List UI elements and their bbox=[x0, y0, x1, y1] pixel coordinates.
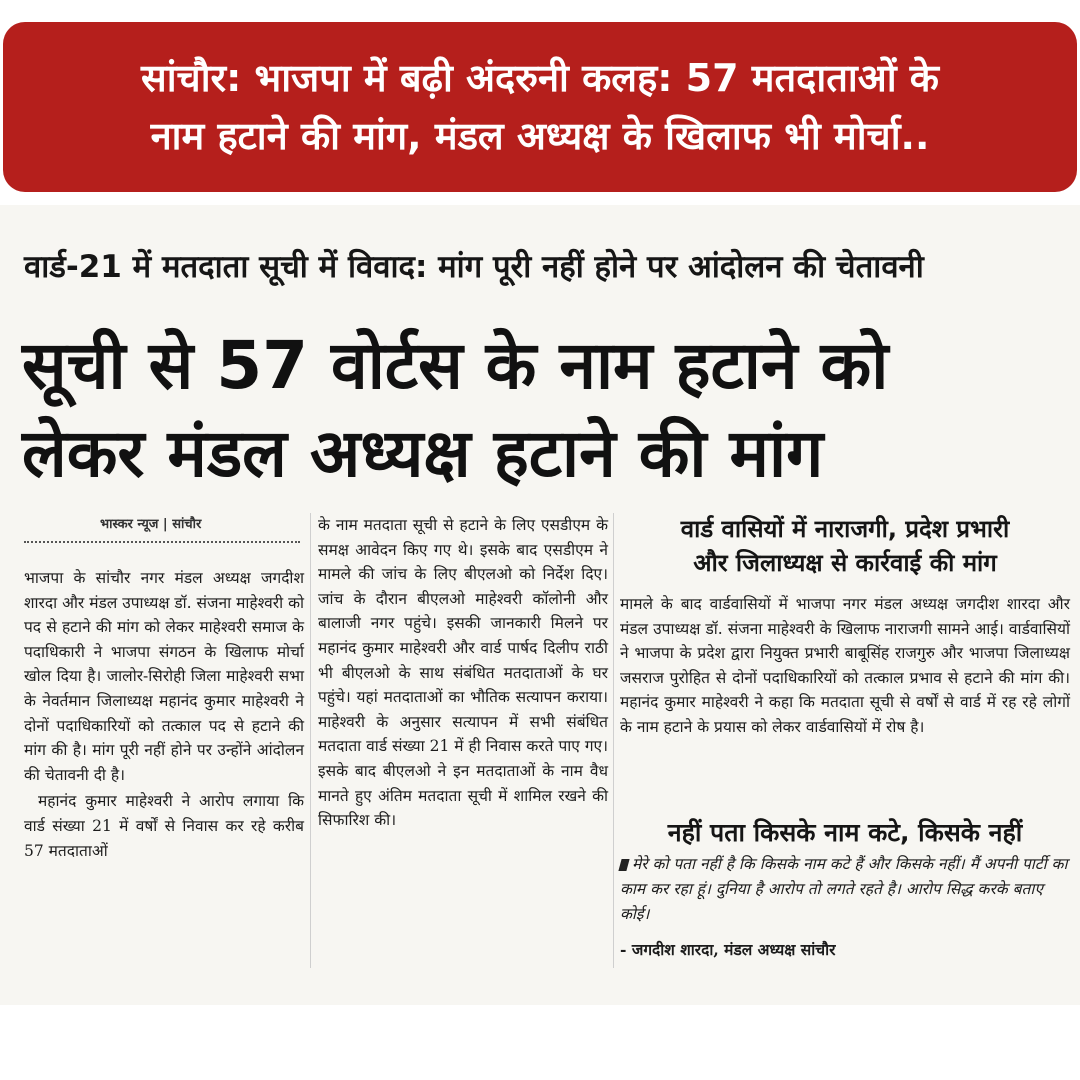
subheading-quote: नहीं पता किसके नाम कटे, किसके नहीं bbox=[667, 818, 1023, 847]
banner-line-2: नाम हटाने की मांग, मंडल अध्यक्ष के खिलाफ भी मोर्चा.. bbox=[150, 114, 930, 158]
article-column-1 bbox=[24, 566, 304, 863]
banner-line-1: सांचौर: भाजपा में बढ़ी अंदरुनी कलह: 57 मतदाताओं के bbox=[141, 56, 939, 100]
paragraph: के नाम मतदाता सूची से हटाने के लिए एसडीएम के समक्ष आवेदन किए गए थे। इसके बाद एसडीएम ने मामले की जांच के लिए बीएलओ को निर्देश दिए। जांच के दौरान बीएलओ माहेश्वरी कॉलोनी और बालाजी नगर पहुंचे। इसकी जानकारी मिलने पर महानंद कुमार माहेश्वरी और वार्ड पार्षद दिलीप राठी भी बीएलओ के साथ संबंधित मतदाताओं के घर पहुंचे। यहां मतदाताओं का भौतिक सत्यापन कराया। माहेश्वरी के अनुसार सत्यापन में सभी संबंधित मतदाता वार्ड संख्या 21 में ही निवास करते पाए गए। इसके बाद बीएलओ ने इन मतदाताओं के नाम वैध मानते हुए अंतिम मतदाता सूची में शामिल रखने की सिफारिश की। bbox=[318, 516, 608, 830]
quote-attribution: - जगदीश शारदा, मंडल अध्यक्ष सांचौर bbox=[620, 940, 836, 959]
column-divider bbox=[310, 513, 311, 968]
subheading-ward-residents bbox=[620, 512, 1070, 580]
article-column-2 bbox=[318, 513, 608, 833]
byline: भास्कर न्यूज | सांचौर bbox=[100, 517, 202, 532]
article-headline bbox=[22, 322, 1072, 498]
quote-text: मेरे को पता नहीं है कि किसके नाम कटे हैं और किसके नहीं। मैं अपनी पार्टी का काम कर रहा हूं। दुनिया है आरोप तो लगते रहते है। आरोप सिद्ध करके बताए कोई। bbox=[620, 855, 1068, 923]
column-divider bbox=[613, 513, 614, 968]
subheading-line-2: और जिलाध्यक्ष से कार्रवाई की मांग bbox=[693, 549, 997, 577]
quote-block bbox=[620, 852, 1070, 927]
headline-banner bbox=[3, 22, 1077, 192]
article-kicker: वार्ड-21 में मतदाता सूची में विवाद: मांग पूरी नहीं होने पर आंदोलन की चेतावनी bbox=[24, 249, 924, 285]
subheading-line-1: वार्ड वासियों में नाराजगी, प्रदेश प्रभारी bbox=[680, 515, 1010, 543]
byline-divider bbox=[24, 541, 300, 543]
headline-line-1: सूची से 57 वोर्टस के नाम हटाने को bbox=[22, 327, 889, 404]
article-column-3 bbox=[620, 592, 1070, 740]
paragraph: मामले के बाद वार्डवासियों में भाजपा नगर मंडल अध्यक्ष जगदीश शारदा और मंडल उपाध्यक्ष डॉ. संजना माहेश्वरी के खिलाफ नाराजगी सामने आई। वार्डवासियों ने भाजपा के प्रदेश द्वारा नियुक्त प्रभारी बाबूसिंह राजगुरु और भाजपा जिलाध्यक्ष जसराज पुरोहित से दोनों पदाधिकारियों को तत्काल प्रभाव से हटाने की मांग की। महानंद कुमार माहेश्वरी ने कहा कि मतदाता सूची से वर्षों से वार्ड में रह रहे लोगों के नाम हटाने के प्रयास को लेकर वार्डवासियों में रोष है। bbox=[620, 595, 1070, 736]
paragraph: भाजपा के सांचौर नगर मंडल अध्यक्ष जगदीश शारदा और मंडल उपाध्यक्ष डॉ. संजना माहेश्वरी को पद से हटाने की मांग को लेकर माहेश्वरी समाज के पदाधिकारी ने भाजपा संगठन के खिलाफ मोर्चा खोल दिया है। जालोर-सिरोही जिला माहेश्वरी सभा के नेवर्तमान जिलाध्यक्ष महानंद कुमार माहेश्वरी ने दोनों पदाधिकारियों को तत्काल पद से हटाने की मांग की है। मांग पूरी नहीं होने पर उन्होंने आंदोलन की चेतावनी दी है। bbox=[24, 569, 304, 784]
headline-line-2: लेकर मंडल अध्यक्ष हटाने की मांग bbox=[22, 415, 824, 492]
quote-marker-icon bbox=[618, 859, 629, 871]
paragraph: महानंद कुमार माहेश्वरी ने आरोप लगाया कि वार्ड संख्या 21 में वर्षों से निवास कर रहे करीब 57 मतदाताओं bbox=[24, 792, 304, 860]
